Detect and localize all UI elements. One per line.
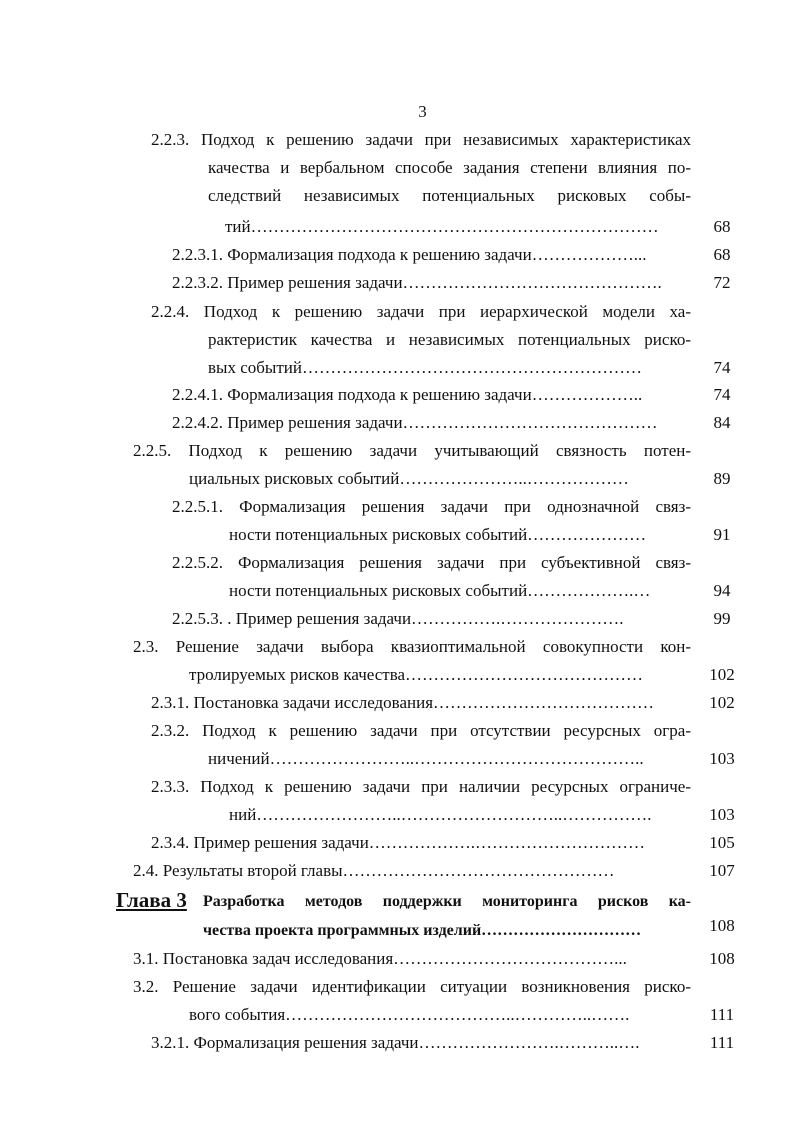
toc-line: ности потенциальных рисковых событий………………… <box>229 525 647 544</box>
toc-line: ний……………………..………………………..……………. <box>229 805 652 824</box>
toc-line: 2.2.3. Подход к решению задачи при независимых характеристиках <box>151 130 691 149</box>
toc-page-number: 103 <box>709 749 735 768</box>
toc-line: 2.3.4. Пример решения задачи……………….………………………… <box>151 833 646 852</box>
toc-line: 2.3.3. Подход к решению задачи при наличии ресурсных ограниче- <box>151 777 691 796</box>
toc-page-number: 74 <box>713 385 731 404</box>
toc-page-number: 72 <box>713 273 731 292</box>
toc-page-number: 68 <box>713 245 731 264</box>
toc-line <box>116 889 187 913</box>
toc-line: рактеристик качества и независимых потенциальных риско- <box>208 330 691 349</box>
toc-line: 2.3.2. Подход к решению задачи при отсутствии ресурсных огра- <box>151 721 691 740</box>
toc-line: 2.2.5.2. Формализация решения задачи при субъективной связ- <box>172 553 691 572</box>
toc-line: 2.4. Результаты второй главы………………………………………… <box>133 861 615 880</box>
toc-line: 2.2.4.1. Формализация подхода к решению задачи……………….. <box>172 385 643 404</box>
toc-page-number: 108 <box>709 916 735 935</box>
toc-page-number: 105 <box>709 833 735 852</box>
toc-page-number: 102 <box>709 665 735 684</box>
toc-line: 2.2.4.2. Пример решения задачи……………………………………… <box>172 413 658 432</box>
toc-line: циальных рисковых событий…………………..……………… <box>189 469 629 488</box>
toc-line: качества и вербальном способе задания степени влияния по- <box>208 158 691 177</box>
toc-line: 2.2.3.1. Формализация подхода к решению задачи………………... <box>172 245 647 264</box>
toc-line: чества проекта программных изделий………………………… <box>203 922 642 939</box>
page-number: 3 <box>418 102 427 121</box>
toc-page-number: 99 <box>713 609 731 628</box>
toc-page-number: 68 <box>713 217 731 236</box>
toc-line: ничений……………………..………………………………….. <box>208 749 644 768</box>
toc-line: 2.2.5.3. . Пример решения задачи…………….…………………. <box>172 609 624 628</box>
toc-page-number: 89 <box>713 469 731 488</box>
toc-line: 2.2.3.2. Пример решения задачи………………………………………. <box>172 273 662 292</box>
toc-line: 2.2.5. Подход к решению задачи учитывающий связность потен- <box>133 441 691 460</box>
toc-page-number: 108 <box>709 949 735 968</box>
toc-line: вого события…………………………………..…………..……. <box>189 1005 630 1024</box>
toc-line: 3.1. Постановка задач исследования…………………………………... <box>133 949 627 968</box>
toc-line: 2.2.5.1. Формализация решения задачи при однозначной связ- <box>172 497 691 516</box>
toc-line: 2.3. Решение задачи выбора квазиоптимальной совокупности кон- <box>133 637 691 656</box>
toc-page-number: 102 <box>709 693 735 712</box>
chapter-label: Глава 3 <box>116 889 187 912</box>
toc-line: 2.2.4. Подход к решению задачи при иерархической модели ха- <box>151 302 691 321</box>
toc-line: 3.2. Решение задачи идентификации ситуации возникновения риско- <box>133 977 691 996</box>
toc-page-number: 103 <box>709 805 735 824</box>
toc-page-number: 111 <box>709 1005 735 1024</box>
toc-page-number: 107 <box>709 861 735 880</box>
toc-line: 3.2.1. Формализация решения задачи…………………….………..…. <box>151 1033 640 1052</box>
toc-page-number: 94 <box>713 581 731 600</box>
toc-line: ности потенциальных рисковых событий……………….… <box>229 581 651 600</box>
toc-page-number: 111 <box>709 1033 735 1052</box>
toc-line: тролируемых рисков качества…………………………………… <box>189 665 644 684</box>
toc-line: вых событий…………………………………………………… <box>208 358 642 377</box>
chapter-title: Разработка методов поддержки мониторинга рисков ка- <box>203 893 691 910</box>
toc-page-number: 91 <box>713 525 731 544</box>
toc-line: следствий независимых потенциальных рисковых собы- <box>208 186 691 205</box>
toc-page-number: 74 <box>713 358 731 377</box>
toc-line: 2.3.1. Постановка задачи исследования………………………………… <box>151 693 655 712</box>
toc-page-number: 84 <box>713 413 731 432</box>
toc-line: тий……………………………………………………………… <box>225 217 659 236</box>
